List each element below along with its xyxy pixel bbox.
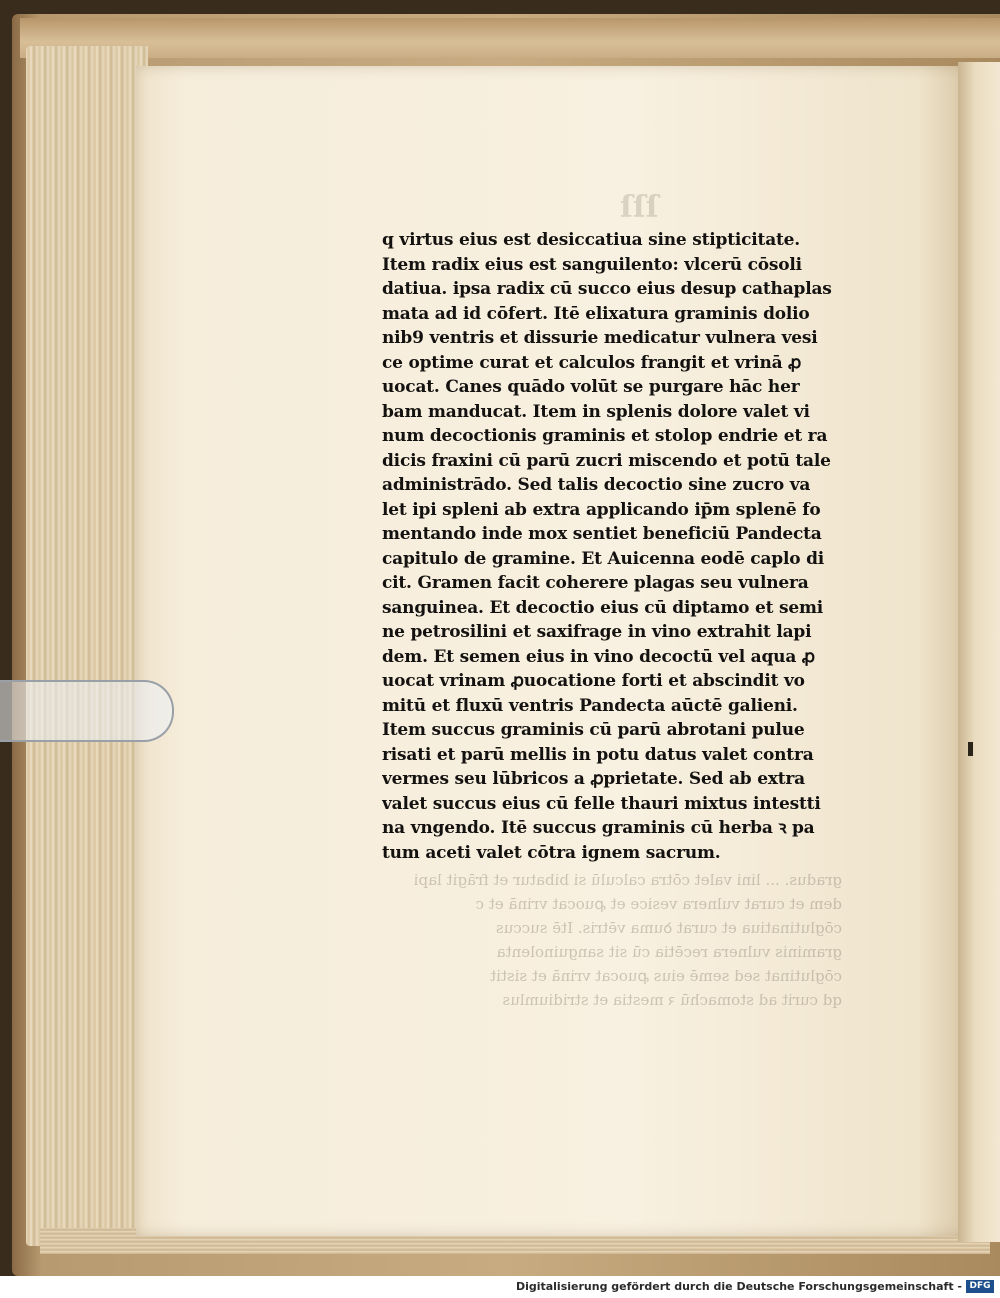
text-line: risati et parū mellis in potu datus valet contra — [382, 744, 814, 765]
text-block — [382, 228, 862, 865]
folio-bleed-through: ſſſ — [620, 190, 659, 225]
book-top-edge — [20, 18, 1000, 58]
credit-text: Digitalisierung gefördert durch die Deutsche Forschungsgemeinschaft - — [515, 1280, 962, 1293]
dfg-logo: DFG — [966, 1280, 994, 1293]
margin-mark — [968, 742, 973, 756]
text-line: uocat vrinam ꝓuocatione forti et abscindit vo — [382, 671, 805, 691]
text-line: vermes seu lūbricos a ꝓprietate. Sed ab extra — [382, 769, 805, 789]
text-line: bam manducat. Item in splenis dolore valet vi — [382, 401, 810, 422]
text-line: Item succus graminis cū parū abrotani pulue — [382, 720, 805, 740]
text-line: valet succus eius cū felle thauri mixtus intestti — [382, 793, 821, 814]
text-line: dicis fraxini cū parū zucri miscendo et potū tale — [382, 450, 831, 471]
bleed-line: dem et curat vulnera vesice et ꝓuocat vrinā et c — [475, 895, 842, 913]
text-line: uocat. Canes quādo volūt se purgare hāc her — [382, 377, 800, 397]
text-line: dem. Et semen eius in vino decoctū vel aqua ꝓ — [382, 646, 815, 667]
text-line: tum aceti valet cōtra ignem sacrum. — [382, 842, 721, 863]
credit-bar — [0, 1276, 1000, 1298]
text-line: na vngendo. Itē succus graminis cū herba ꝛ pa — [382, 818, 815, 838]
bleed-through-text — [372, 868, 842, 1012]
text-line: administrādo. Sed talis decoctio sine zucro va — [382, 475, 811, 495]
text-line: mitū et fluxū ventris Pandecta aūctē galieni. — [382, 695, 798, 716]
bleed-line: gradus. ... lini valet cōtra calculū si bibatur et frāgit lapi — [413, 871, 842, 889]
text-line: Item radix eius est sanguilento: vlcerū cōsoli — [382, 254, 802, 275]
bleed-line: cōglutinatiua et curat ꝺuma vētris. Itē succus — [495, 919, 842, 937]
book-gutter — [958, 62, 1000, 1242]
text-line: capitulo de gramine. Et Auicenna eodē caplo di — [382, 548, 825, 569]
text-line: cit. Gramen facit coherere plagas seu vulnera — [382, 573, 809, 593]
text-line: q virtus eius est desiccatiua sine stipticitate. — [382, 230, 800, 250]
bleed-line: qd curit ad stomachū ꝛ mestia et stridiumlus — [502, 991, 842, 1009]
glass-page-weight — [0, 680, 174, 742]
text-line: mentando inde mox sentiet beneficiū Pandecta — [382, 524, 822, 544]
text-line: sanguinea. Et decoctio eius cū diptamo et semi — [382, 597, 824, 618]
text-line: nib9 ventris et dissurie medicatur vulnera vesi — [382, 328, 818, 348]
text-line: ne petrosilini et saxifrage in vino extrahit lapi — [382, 622, 812, 642]
bleed-line: graminis vulnera recētia cū sit sanguinolenta — [496, 943, 842, 961]
text-line: let ipi spleni ab extra applicando ip̄m splenē fo — [382, 499, 821, 520]
text-line: datiua. ipsa radix cū succo eius desup cathaplas — [382, 279, 832, 299]
bleed-line: cōglutinat sed semē eius ꝓuocat vrinā et sistit — [490, 967, 842, 985]
text-line: ce optime curat et calculos frangit et vrinā ꝓ — [382, 352, 802, 373]
text-line: mata ad id cōfert. Itē elixatura graminis dolio — [382, 303, 810, 324]
text-line: num decoctionis graminis et stolop endrie et ra — [382, 426, 828, 446]
page-stack-edge — [26, 46, 148, 1246]
